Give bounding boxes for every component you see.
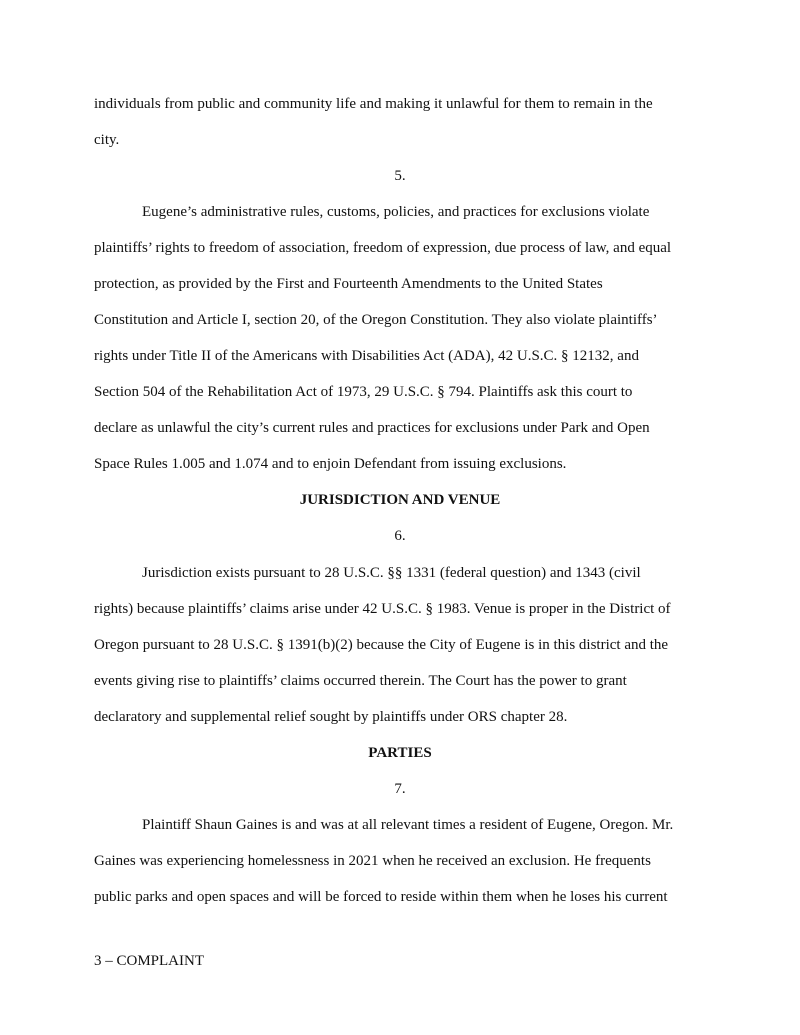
paragraph-number: 6.	[394, 528, 406, 544]
body-line: rights) because plaintiffs’ claims arise under 42 U.S.C. § 1983. Venue is proper in the District of	[94, 601, 671, 617]
paragraph-number: 5.	[394, 168, 406, 184]
body-line: Gaines was experiencing homelessness in 2021 when he received an exclusion. He frequents	[94, 853, 651, 869]
section-heading: JURISDICTION AND VENUE	[299, 492, 501, 508]
body-line: declaratory and supplemental relief sought by plaintiffs under ORS chapter 28.	[94, 709, 568, 725]
body-line: Space Rules 1.005 and 1.074 and to enjoin Defendant from issuing exclusions.	[94, 456, 567, 472]
body-line: Constitution and Article I, section 20, of the Oregon Constitution. They also violate plaintiffs’	[94, 312, 658, 328]
body-line: rights under Title II of the Americans with Disabilities Act (ADA), 42 U.S.C. § 12132, and	[94, 348, 639, 364]
section-heading: PARTIES	[368, 745, 432, 761]
body-line: city.	[94, 132, 120, 148]
body-line: events giving rise to plaintiffs’ claims occurred therein. The Court has the power to grant	[94, 673, 627, 689]
body-line: Section 504 of the Rehabilitation Act of 1973, 29 U.S.C. § 794. Plaintiffs ask this court to	[94, 384, 633, 400]
paragraph-number: 7.	[394, 781, 406, 797]
body-line: declare as unlawful the city’s current rules and practices for exclusions under Park and Open	[94, 420, 650, 436]
body-line: Jurisdiction exists pursuant to 28 U.S.C. §§ 1331 (federal question) and 1343 (civil	[142, 565, 641, 581]
body-line: individuals from public and community life and making it unlawful for them to remain in the	[94, 96, 653, 112]
body-line: Eugene’s administrative rules, customs, policies, and practices for exclusions violate	[142, 204, 650, 220]
body-line: plaintiffs’ rights to freedom of association, freedom of expression, due process of law, and equal	[94, 240, 672, 256]
page-footer: 3 – COMPLAINT	[94, 953, 205, 969]
body-line: Oregon pursuant to 28 U.S.C. § 1391(b)(2) because the City of Eugene is in this district and the	[94, 637, 669, 653]
body-line: Plaintiff Shaun Gaines is and was at all relevant times a resident of Eugene, Oregon. Mr.	[142, 817, 674, 833]
body-line: protection, as provided by the First and Fourteenth Amendments to the United States	[94, 276, 603, 292]
body-line: public parks and open spaces and will be forced to reside within them when he loses his current	[94, 889, 668, 905]
